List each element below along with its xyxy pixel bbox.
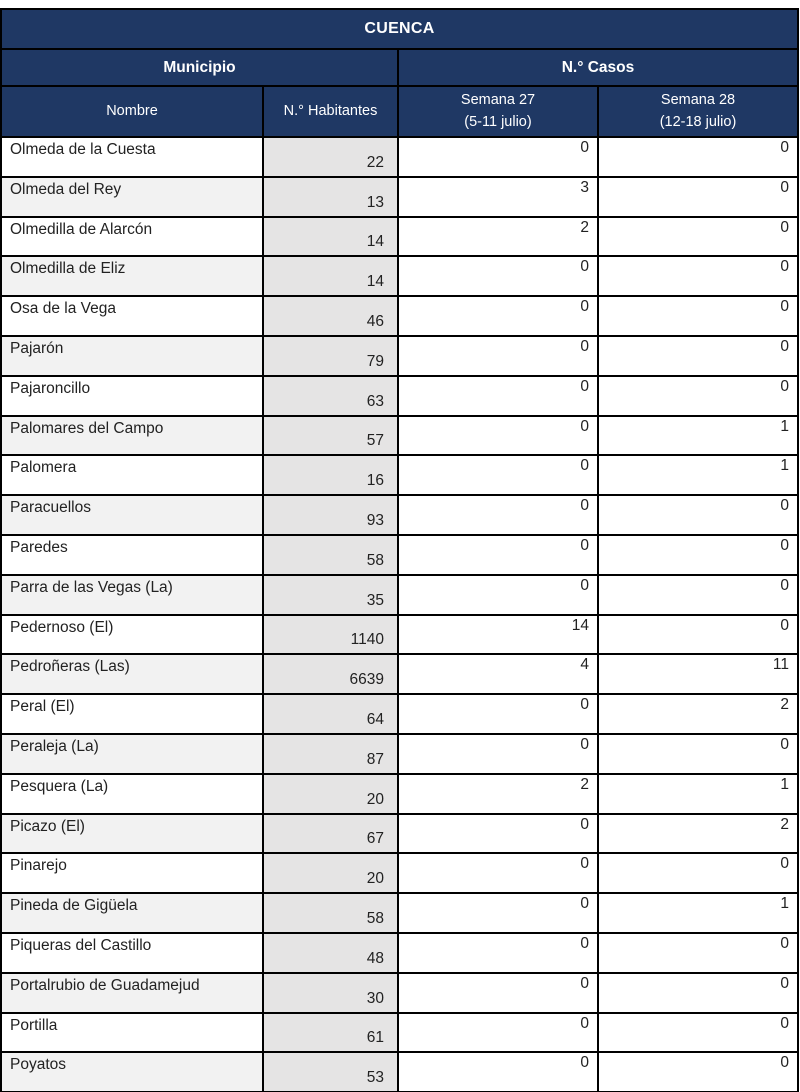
habitantes-value: 22 (263, 137, 398, 177)
habitantes-value: 6639 (263, 654, 398, 694)
semana28-value: 0 (598, 376, 798, 416)
semana28-value: 1 (598, 455, 798, 495)
habitantes-value: 16 (263, 455, 398, 495)
semana28-value: 1 (598, 416, 798, 456)
semana28-value: 0 (598, 137, 798, 177)
semana27-value: 0 (398, 1013, 598, 1053)
semana28-value: 0 (598, 973, 798, 1013)
semana28-value: 0 (598, 1052, 798, 1092)
semana28-value: 1 (598, 774, 798, 814)
semana27-value: 0 (398, 416, 598, 456)
semana28-value: 0 (598, 615, 798, 655)
habitantes-value: 93 (263, 495, 398, 535)
group-header-row (1, 49, 798, 86)
semana27-value: 0 (398, 814, 598, 854)
semana28-value: 0 (598, 734, 798, 774)
municipality-name: Pajaroncillo (1, 376, 263, 416)
semana27-value: 3 (398, 177, 598, 217)
province-title-row (1, 9, 798, 49)
municipality-name: Poyatos (1, 1052, 263, 1092)
table-row (1, 654, 798, 694)
table-body (1, 137, 798, 1092)
habitantes-value: 63 (263, 376, 398, 416)
table-row (1, 177, 798, 217)
table-row (1, 535, 798, 575)
table-row (1, 495, 798, 535)
table-row (1, 853, 798, 893)
habitantes-value: 48 (263, 933, 398, 973)
habitantes-value: 1140 (263, 615, 398, 655)
semana27-dates: (5-11 julio) (464, 113, 532, 130)
semana28-value: 0 (598, 296, 798, 336)
municipality-name: Pesquera (La) (1, 774, 263, 814)
table-row (1, 973, 798, 1013)
municipality-name: Picazo (El) (1, 814, 263, 854)
semana27-value: 0 (398, 853, 598, 893)
semana27-value: 0 (398, 455, 598, 495)
semana27-value: 4 (398, 654, 598, 694)
semana28-value: 0 (598, 177, 798, 217)
table-row (1, 416, 798, 456)
semana28-value: 0 (598, 933, 798, 973)
municipality-name: Palomera (1, 455, 263, 495)
col-header-nombre: Nombre (1, 86, 263, 137)
municipality-name: Palomares del Campo (1, 416, 263, 456)
semana28-value: 0 (598, 575, 798, 615)
semana27-value: 0 (398, 1052, 598, 1092)
habitantes-value: 67 (263, 814, 398, 854)
habitantes-value: 30 (263, 973, 398, 1013)
semana27-value: 0 (398, 734, 598, 774)
semana28-value: 2 (598, 694, 798, 734)
group-header-casos: N.° Casos (398, 49, 798, 86)
semana27-value: 0 (398, 535, 598, 575)
group-header-municipio: Municipio (1, 49, 398, 86)
table-row (1, 455, 798, 495)
habitantes-value: 87 (263, 734, 398, 774)
semana27-value: 14 (398, 615, 598, 655)
municipality-name: Pedroñeras (Las) (1, 654, 263, 694)
municipality-name: Parra de las Vegas (La) (1, 575, 263, 615)
semana28-value: 0 (598, 535, 798, 575)
col-header-semana27 (398, 86, 598, 137)
semana27-value: 2 (398, 774, 598, 814)
semana27-value: 0 (398, 973, 598, 1013)
column-header-row (1, 86, 798, 137)
semana28-value: 0 (598, 853, 798, 893)
semana27-value: 0 (398, 376, 598, 416)
semana28-value: 0 (598, 217, 798, 257)
table-row (1, 575, 798, 615)
habitantes-value: 20 (263, 853, 398, 893)
semana27-label: Semana 27 (460, 91, 536, 108)
municipality-name: Olmeda del Rey (1, 177, 263, 217)
col-header-habitantes: N.° Habitantes (263, 86, 398, 137)
habitantes-value: 53 (263, 1052, 398, 1092)
table-row (1, 933, 798, 973)
semana27-value: 0 (398, 694, 598, 734)
table-row (1, 256, 798, 296)
table-row (1, 615, 798, 655)
province-title: CUENCA (1, 9, 798, 49)
table-row (1, 217, 798, 257)
habitantes-value: 14 (263, 256, 398, 296)
habitantes-value: 58 (263, 893, 398, 933)
municipality-name: Peraleja (La) (1, 734, 263, 774)
table-row (1, 774, 798, 814)
semana28-value: 0 (598, 256, 798, 296)
semana27-value: 0 (398, 933, 598, 973)
habitantes-value: 14 (263, 217, 398, 257)
municipality-name: Olmedilla de Alarcón (1, 217, 263, 257)
habitantes-value: 79 (263, 336, 398, 376)
table-row (1, 1013, 798, 1053)
habitantes-value: 20 (263, 774, 398, 814)
semana27-value: 0 (398, 256, 598, 296)
municipality-name: Paredes (1, 535, 263, 575)
semana27-value: 0 (398, 336, 598, 376)
habitantes-value: 64 (263, 694, 398, 734)
table-row (1, 734, 798, 774)
table-row (1, 814, 798, 854)
col-header-semana28 (598, 86, 798, 137)
semana28-value: 2 (598, 814, 798, 854)
table-row (1, 296, 798, 336)
semana28-value: 11 (598, 654, 798, 694)
semana28-value: 0 (598, 1013, 798, 1053)
municipality-name: Pineda de Gigüela (1, 893, 263, 933)
habitantes-value: 46 (263, 296, 398, 336)
table-header (1, 9, 798, 137)
table-row (1, 1052, 798, 1092)
table-row (1, 376, 798, 416)
table-row (1, 893, 798, 933)
semana27-value: 0 (398, 575, 598, 615)
municipality-name: Paracuellos (1, 495, 263, 535)
municipality-name: Portilla (1, 1013, 263, 1053)
habitantes-value: 61 (263, 1013, 398, 1053)
semana28-label: Semana 28 (660, 91, 736, 108)
municipality-name: Pinarejo (1, 853, 263, 893)
table-row (1, 694, 798, 734)
table-row (1, 336, 798, 376)
semana27-value: 0 (398, 893, 598, 933)
table-row (1, 137, 798, 177)
covid-cases-table (0, 8, 799, 1092)
semana27-value: 0 (398, 495, 598, 535)
municipality-name: Pajarón (1, 336, 263, 376)
municipality-name: Portalrubio de Guadamejud (1, 973, 263, 1013)
semana28-value: 1 (598, 893, 798, 933)
semana28-dates: (12-18 julio) (659, 113, 737, 130)
habitantes-value: 57 (263, 416, 398, 456)
habitantes-value: 13 (263, 177, 398, 217)
semana27-value: 0 (398, 137, 598, 177)
habitantes-value: 35 (263, 575, 398, 615)
semana28-value: 0 (598, 336, 798, 376)
municipality-name: Osa de la Vega (1, 296, 263, 336)
municipality-name: Pedernoso (El) (1, 615, 263, 655)
habitantes-value: 58 (263, 535, 398, 575)
semana27-value: 0 (398, 296, 598, 336)
municipality-name: Olmedilla de Eliz (1, 256, 263, 296)
semana28-value: 0 (598, 495, 798, 535)
municipality-name: Olmeda de la Cuesta (1, 137, 263, 177)
semana27-value: 2 (398, 217, 598, 257)
municipality-name: Piqueras del Castillo (1, 933, 263, 973)
municipality-name: Peral (El) (1, 694, 263, 734)
